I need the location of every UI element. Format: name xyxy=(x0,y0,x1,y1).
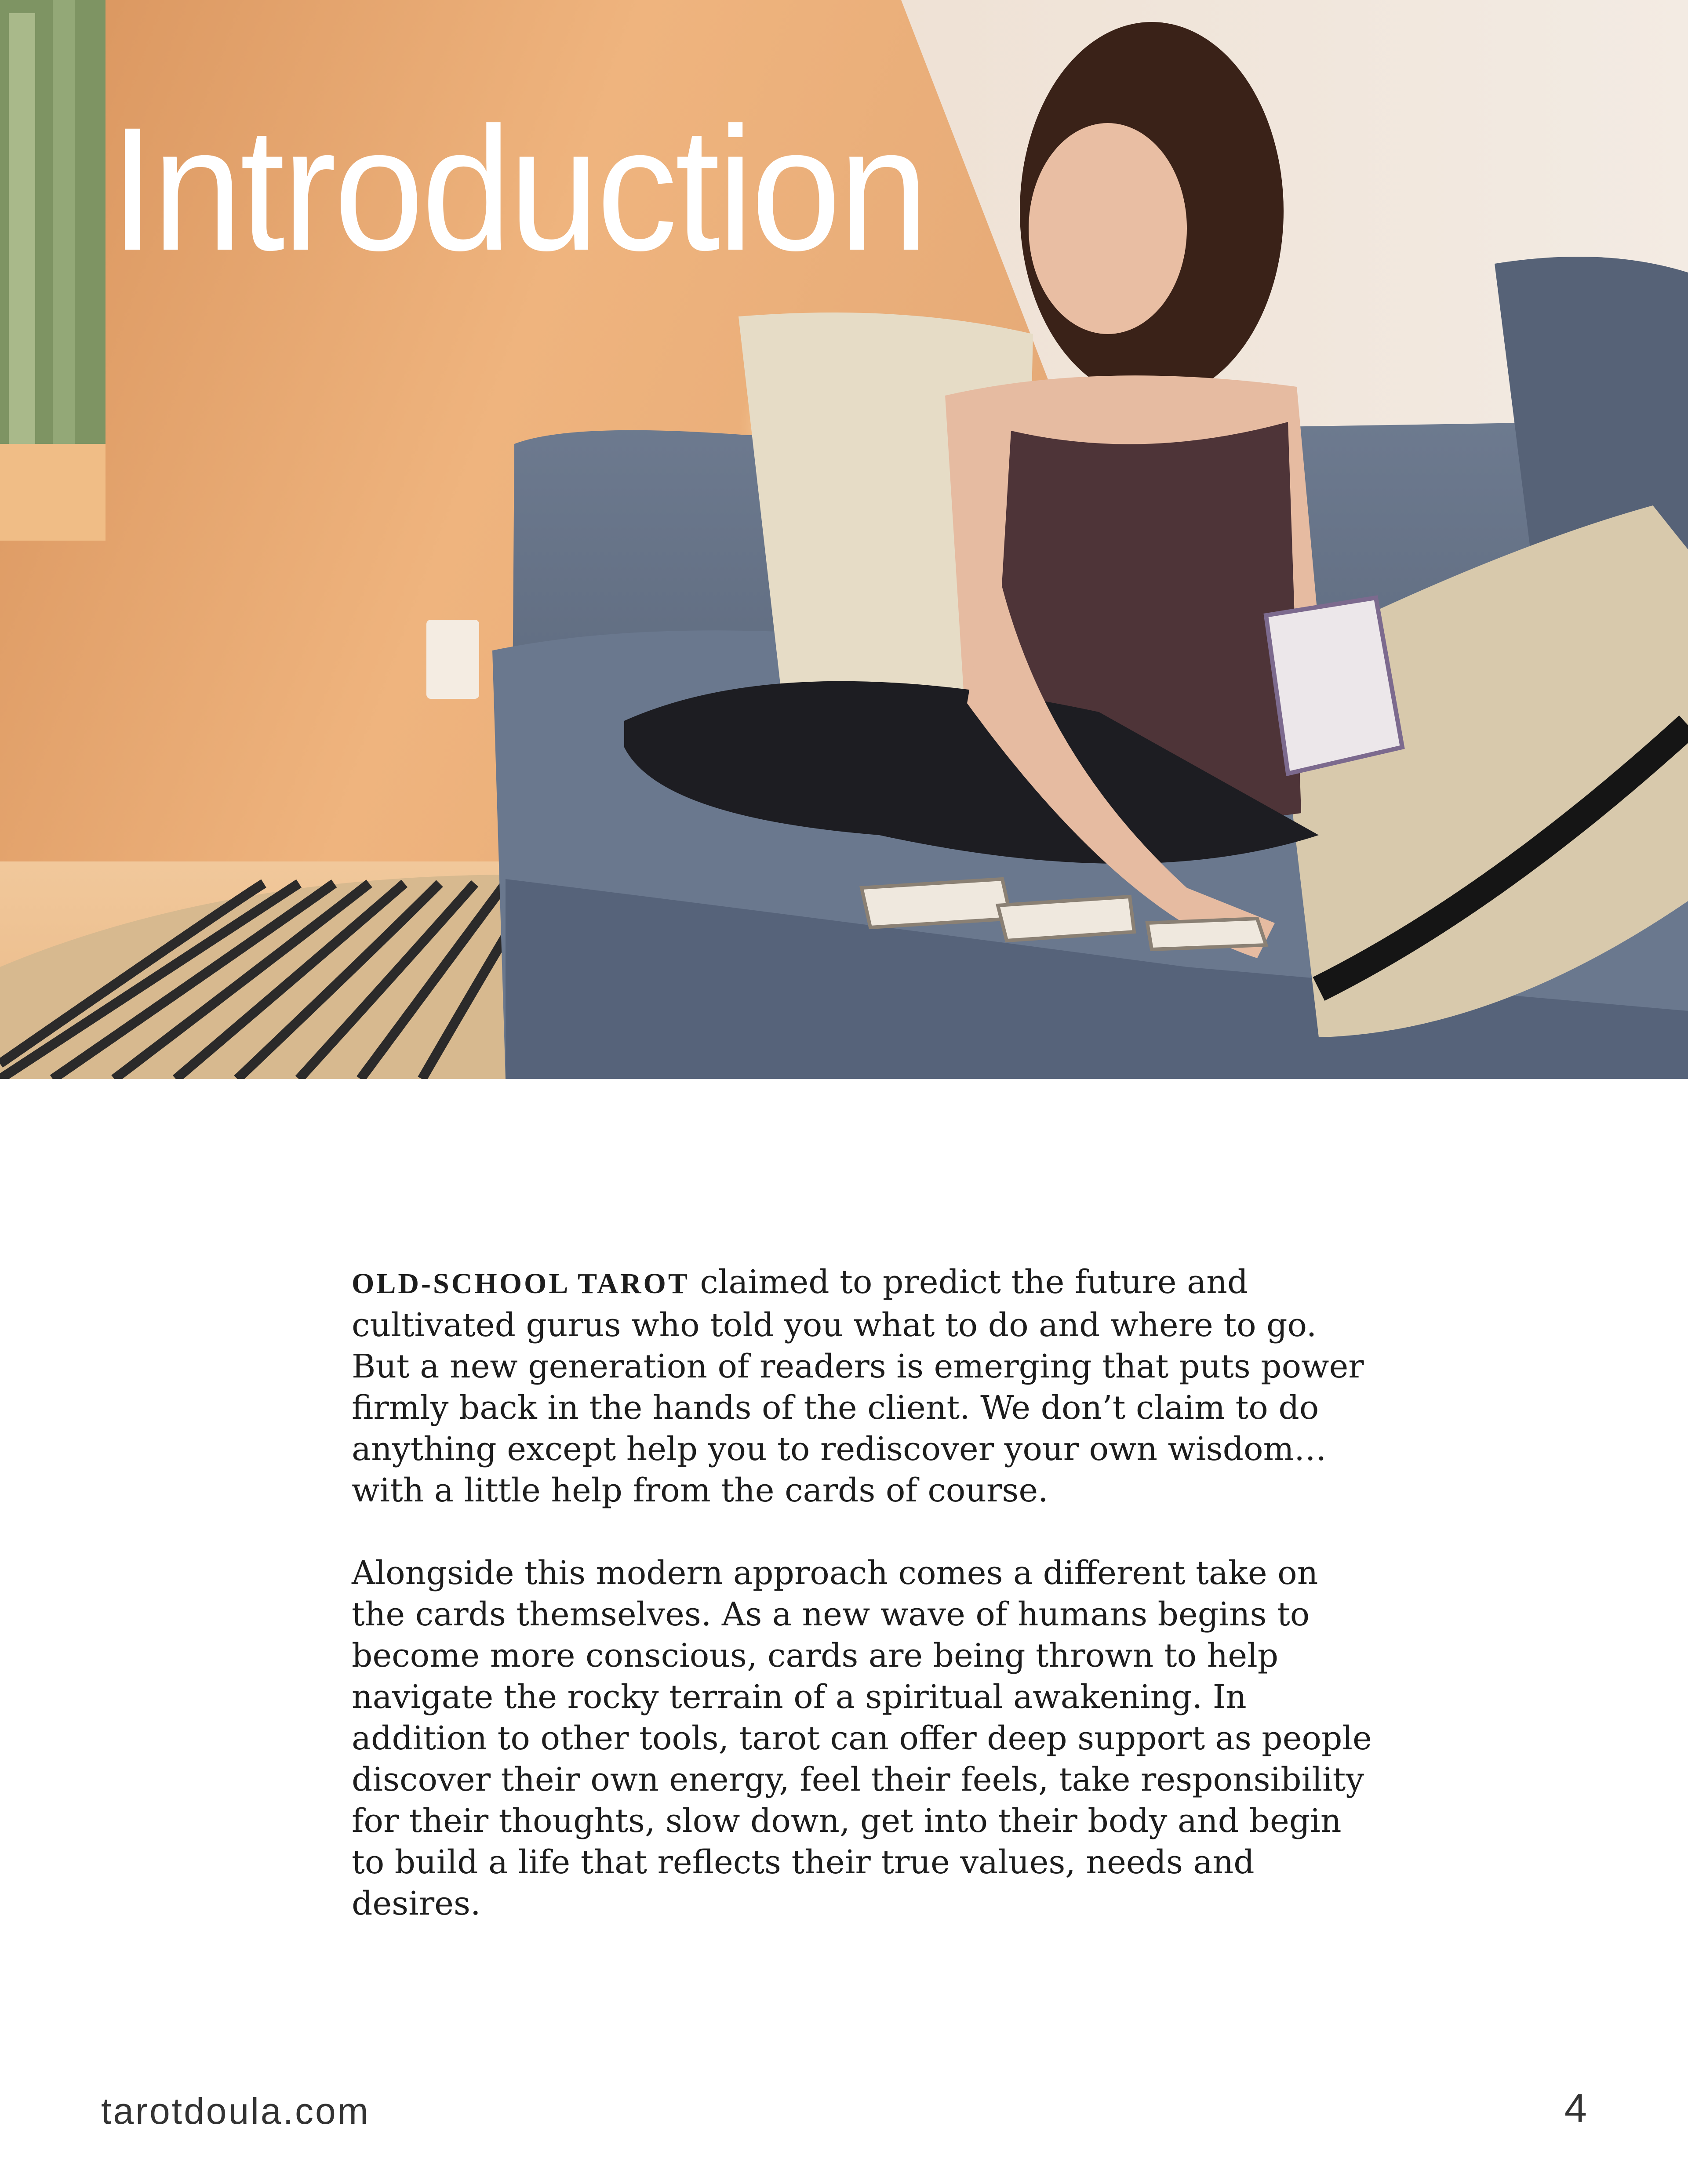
footer-website: tarotdoula.com xyxy=(101,2090,370,2132)
paragraph-1 xyxy=(352,1261,1376,1511)
page-title: Introduction xyxy=(110,91,926,287)
paragraph-1-text: claimed to predict the future and cultivated gurus who told you what to do and where to go. But a new generation of readers is emerging that puts power firmly back in the hands of the client. We don’t claim to do anything except help you to rediscover your own wisdom…with a little help from the cards of course. xyxy=(352,1263,1364,1509)
body-content xyxy=(352,1261,1376,1924)
hero-photo xyxy=(0,0,1688,1079)
lead-in-caps: OLD-SCHOOL TAROT xyxy=(352,1268,690,1300)
page-number: 4 xyxy=(1564,2086,1587,2131)
paragraph-2: Alongside this modern approach comes a different take on the cards themselves. As a new wave of humans begins to become more conscious, cards are being thrown to help navigate the rocky terrain of a spiritual awakening. In addition to other tools, tarot can offer deep support as people discover their own energy, feel their feels, take responsibility for their thoughts, slow down, get into their body and begin to build a life that reflects their true values, needs and desires. xyxy=(352,1554,1372,1922)
